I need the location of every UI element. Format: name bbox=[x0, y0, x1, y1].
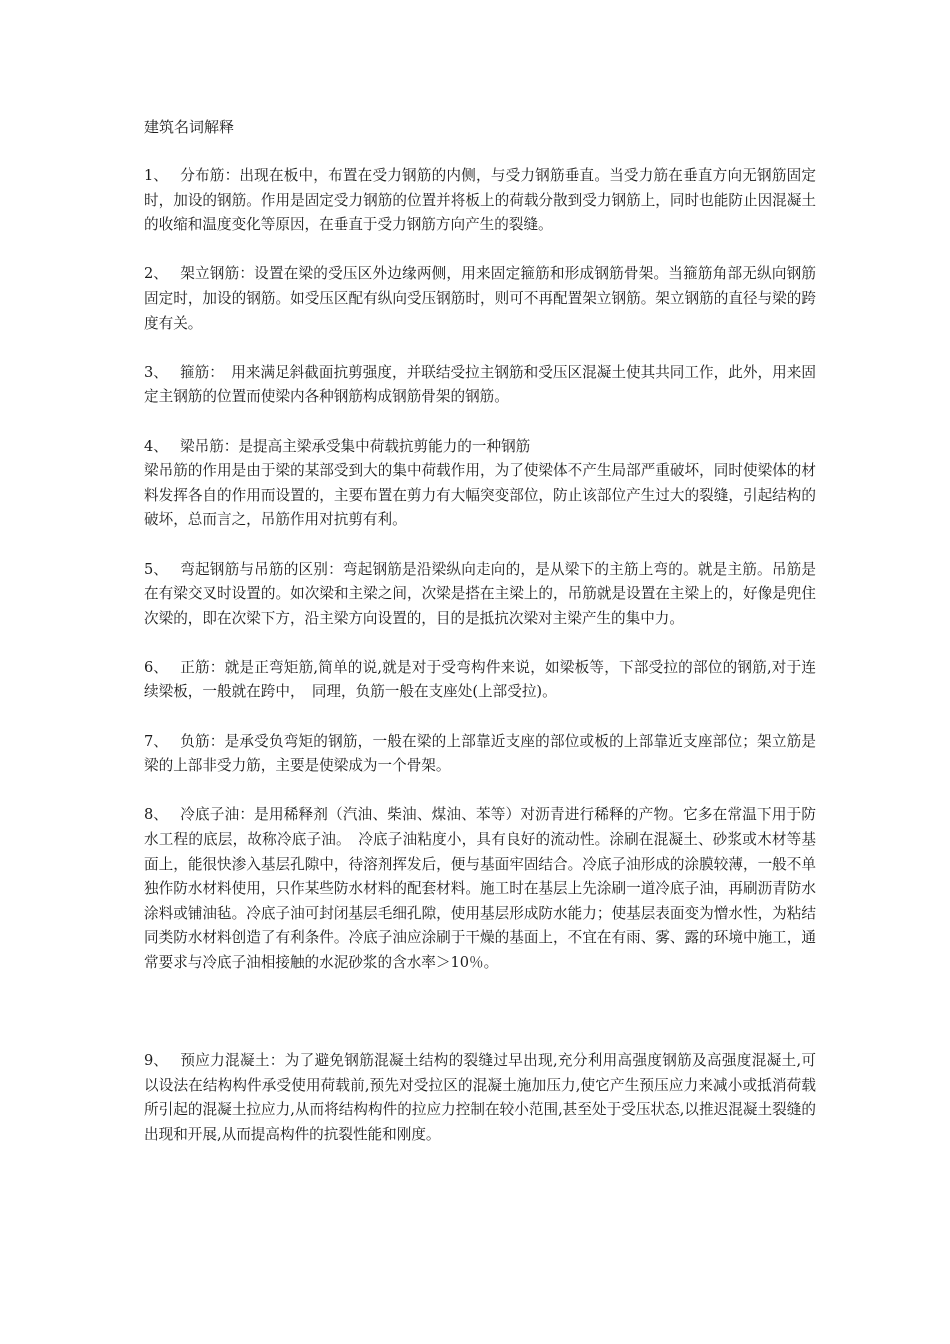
entry-7 bbox=[144, 730, 816, 779]
entry-1 bbox=[144, 164, 816, 238]
entry-paragraph bbox=[144, 803, 816, 975]
entry-paragraph bbox=[144, 558, 816, 632]
blank-space bbox=[144, 1000, 816, 1049]
entry-number: 5、 bbox=[144, 560, 168, 578]
entry-number: 6、 bbox=[144, 658, 168, 676]
entry-text: 梁吊筋：是提高主梁承受集中荷载抗剪能力的一种钢筋 bbox=[180, 437, 531, 455]
entry-number: 7、 bbox=[144, 732, 168, 750]
entry-paragraph bbox=[144, 656, 816, 705]
entry-text: 分布筋：出现在板中，布置在受力钢筋的内侧，与受力钢筋垂直。当受力筋在垂直方向无钢筋固定时，加设的钢筋。作用是固定受力钢筋的位置并将板上的荷载分散到受力钢筋上，同时也能防止因混凝土的收缩和温度变化等原因，在垂直于受力钢筋方向产生的裂缝。 bbox=[144, 167, 816, 234]
entry-number: 9、 bbox=[144, 1052, 168, 1070]
entry-number: 8、 bbox=[144, 806, 168, 824]
entry-text: 负筋：是承受负弯矩的钢筋，一般在梁的上部靠近支座的部位或板的上部靠近支座部位；架立筋是梁的上部非受力筋，主要是使梁成为一个骨架。 bbox=[144, 732, 816, 775]
entry-9 bbox=[144, 1049, 816, 1147]
entry-2 bbox=[144, 262, 816, 336]
entry-number: 2、 bbox=[144, 265, 168, 283]
entry-4 bbox=[144, 435, 816, 533]
entry-text: 正筋：就是正弯矩筋,简单的说,就是对于受弯构件来说，如梁板等，下部受拉的部位的钢筋,对于连续梁板，一般就在跨中， 同理，负筋一般在支座处(上部受拉)。 bbox=[144, 658, 816, 701]
entry-paragraph bbox=[144, 730, 816, 779]
entry-text: 预应力混凝土：为了避免钢筋混凝土结构的裂缝过早出现,充分利用高强度钢筋及高强度混凝土,可以设法在结构构件承受使用荷载前,预先对受拉区的混凝土施加压力,使它产生预压应力来减小或抵消荷载所引起的混凝土拉应力,从而将结构构件的拉应力控制在较小范围,甚至处于受压状态,以推迟混凝土裂缝的出现和开展,从而提高构件的抗裂性能和刚度。 bbox=[144, 1052, 816, 1143]
entry-3 bbox=[144, 361, 816, 410]
entry-paragraph bbox=[144, 1049, 816, 1147]
entry-8 bbox=[144, 803, 816, 975]
entry-text: 箍筋： 用来满足斜截面抗剪强度，并联结受拉主钢筋和受压区混凝土使其共同工作，此外，用来固定主钢筋的位置而使梁内各种钢筋构成钢筋骨架的钢筋。 bbox=[144, 363, 816, 406]
entry-number: 4、 bbox=[144, 437, 168, 455]
entry-6 bbox=[144, 656, 816, 705]
entry-text: 冷底子油：是用稀释剂（汽油、柴油、煤油、苯等）对沥青进行稀释的产物。它多在常温下用于防水工程的底层，故称冷底子油。 冷底子油粘度小，具有良好的流动性。涂刷在混凝土、砂浆或木材等基面上，能很快渗入基层孔隙中，待溶剂挥发后，便与基面牢固结合。冷底子油形成的涂膜较薄，一般不单独作防水材料使用，只作某些防水材料的配套材料。施工时在基层上先涂刷一道冷底子油，再刷沥青防水涂料或铺油毡。冷底子油可封闭基层毛细孔隙，使用基层形成防水能力；使基层表面变为憎水性，为粘结同类防水材料创造了有利条件。冷底子油应涂刷于干燥的基面上，不宜在有雨、雾、露的环境中施工，通常要求与冷底子油相接触的水泥砂浆的含水率＞10％。 bbox=[144, 806, 816, 971]
entry-paragraph bbox=[144, 262, 816, 336]
entry-5 bbox=[144, 558, 816, 632]
entry-text: 架立钢筋：设置在梁的受压区外边缘两侧，用来固定箍筋和形成钢筋骨架。当箍筋角部无纵向钢筋固定时，加设的钢筋。如受压区配有纵向受压钢筋时，则可不再配置架立钢筋。架立钢筋的直径与梁的跨度有关。 bbox=[144, 265, 816, 332]
entry-paragraph-continued: 梁吊筋的作用是由于梁的某部受到大的集中荷载作用，为了使梁体不产生局部严重破坏，同时使梁体的材料发挥各自的作用而设置的，主要布置在剪力有大幅突变部位，防止该部位产生过大的裂缝，引起结构的破坏，总而言之，吊筋作用对抗剪有利。 bbox=[144, 462, 816, 529]
document-page bbox=[144, 114, 816, 1172]
entry-number: 3、 bbox=[144, 363, 168, 381]
entry-paragraph bbox=[144, 164, 816, 238]
entry-paragraph bbox=[144, 435, 816, 460]
entry-text: 弯起钢筋与吊筋的区别：弯起钢筋是沿梁纵向走向的，是从梁下的主筋上弯的。就是主筋。吊筋是在有梁交叉时设置的。如次梁和主梁之间，次梁是搭在主梁上的，吊筋就是设置在主梁上的，好像是兜住次梁的，即在次梁下方，沿主梁方向设置的，目的是抵抗次梁对主梁产生的集中力。 bbox=[144, 560, 816, 627]
entry-number: 1、 bbox=[144, 167, 168, 184]
entry-paragraph bbox=[144, 361, 816, 410]
document-title: 建筑名词解释 bbox=[144, 118, 235, 136]
